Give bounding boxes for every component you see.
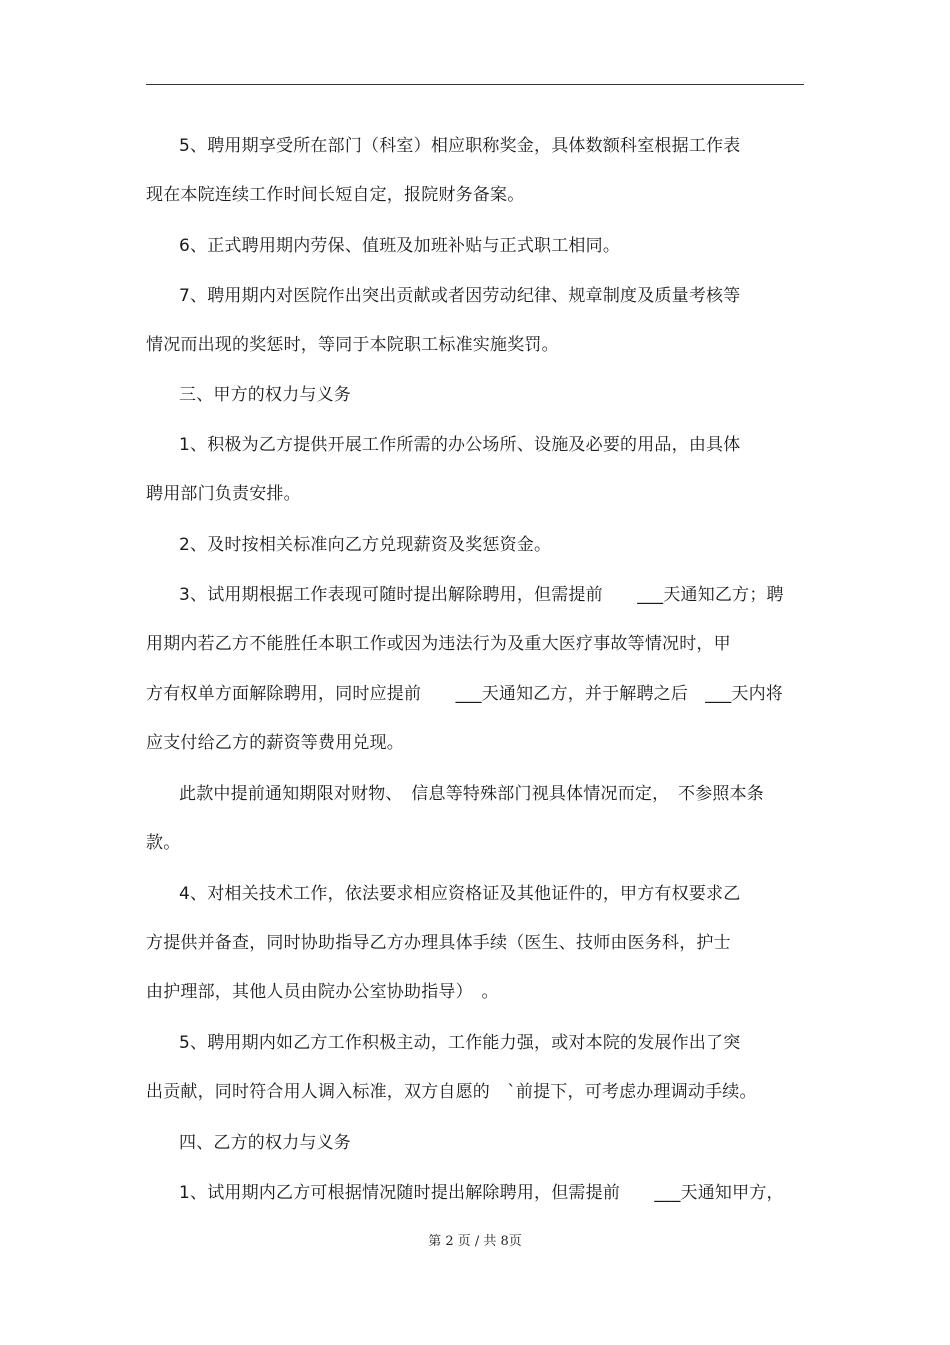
header-rule xyxy=(146,84,804,85)
paragraph-line: 应支付给乙方的薪资等费用兑现。 xyxy=(146,733,404,753)
page-number-footer: 第 2 页 / 共 8页 xyxy=(428,1234,522,1249)
paragraph-line: 方有权单方面解除聘用，同时应提前 ___天通知乙方，并于解聘之后 ___天内将 xyxy=(146,684,783,704)
paragraph-line: 4、对相关技术工作，依法要求相应资格证及其他证件的，甲方有权要求乙 xyxy=(179,884,741,904)
paragraph-line: 此款中提前通知期限对财物、 信息等特殊部门视具体情况而定， 不参照本条 xyxy=(179,784,764,804)
paragraph-line: 方提供并备查，同时协助指导乙方办理具体手续（医生、技师由医务科，护士 xyxy=(146,933,731,953)
paragraph-line: 款。 xyxy=(146,833,181,853)
paragraph-line: 6、正式聘用期内劳保、值班及加班补贴与正式职工相同。 xyxy=(179,236,621,256)
paragraph-line: 用期内若乙方不能胜任本职工作或因为违法行为及重大医疗事故等情况时，甲 xyxy=(146,634,731,654)
paragraph-line: 5、聘用期内如乙方工作积极主动，工作能力强，或对本院的发展作出了突 xyxy=(179,1033,741,1053)
paragraph-line: 3、试用期根据工作表现可随时提出解除聘用，但需提前 ___天通知乙方；聘 xyxy=(179,585,784,605)
paragraph-line: 由护理部，其他人员由院办公室协助指导） 。 xyxy=(146,982,499,1002)
paragraph-line: 5、聘用期享受所在部门（科室）相应职称奖金，具体数额科室根据工作表 xyxy=(179,136,741,156)
paragraph-line: 聘用部门负责安排。 xyxy=(146,484,301,504)
paragraph-line: 2、及时按相关标准向乙方兑现薪资及奖惩资金。 xyxy=(179,535,552,555)
paragraph-line: 情况而出现的奖惩时，等同于本院职工标准实施奖罚。 xyxy=(146,335,559,355)
paragraph-line: 1、积极为乙方提供开展工作所需的办公场所、设施及必要的用品，由具体 xyxy=(179,435,741,455)
section-heading: 四、乙方的权力与义务 xyxy=(179,1133,351,1153)
paragraph-line: 1、试用期内乙方可根据情况随时提出解除聘用，但需提前 ___天通知甲方， xyxy=(179,1183,784,1203)
paragraph-line: 出贡献，同时符合用人调入标准，双方自愿的 `前提下，可考虑办理调动手续。 xyxy=(146,1082,757,1102)
paragraph-line: 现在本院连续工作时间长短自定，报院财务备案。 xyxy=(146,185,525,205)
paragraph-line: 7、聘用期内对医院作出突出贡献或者因劳动纪律、规章制度及质量考核等 xyxy=(179,286,741,306)
section-heading: 三、甲方的权力与义务 xyxy=(179,385,351,405)
